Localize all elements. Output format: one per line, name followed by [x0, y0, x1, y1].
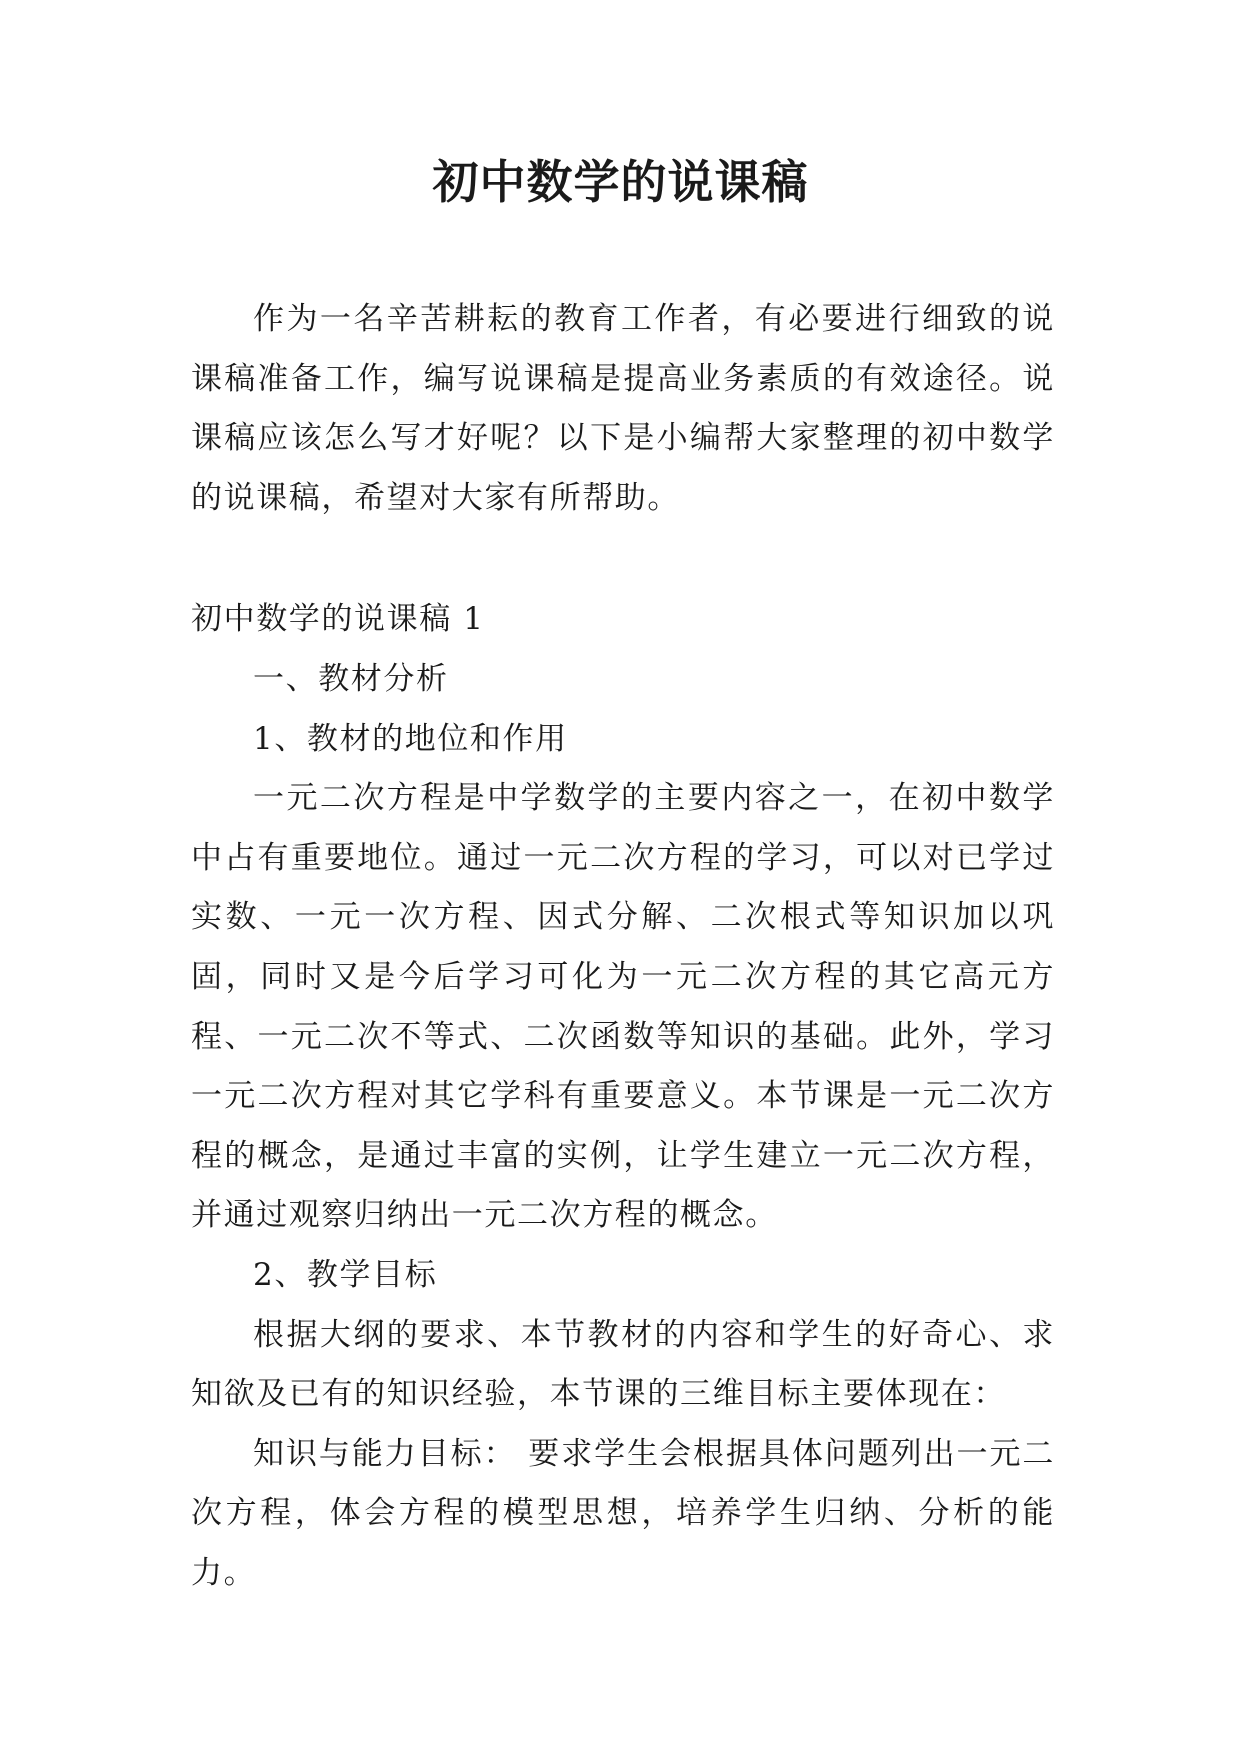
subheading-status-role: 1、教材的地位和作用 [253, 720, 568, 757]
body-paragraph: 知识与能力目标： 要求学生会根据具体问题列出一元二次方程，体会方程的模型思想，培养学生归纳、分析的能力。 [191, 1435, 1055, 1591]
document-body [191, 290, 1055, 1603]
body-paragraph: 根据大纲的要求、本节教材的内容和学生的好奇心、求知欲及已有的知识经验，本节课的三维目标主要体现在： [191, 1316, 1055, 1413]
document-title: 初中数学的说课稿 [432, 155, 809, 209]
paragraph-spacer [191, 528, 1055, 590]
body-paragraph: 一元二次方程是中学数学的主要内容之一，在初中数学中占有重要地位。通过一元二次方程的学习，可以对已学过实数、一元一次方程、因式分解、二次根式等知识加以巩固，同时又是今后学习可化为一元二次方程的其它高元方程、一元二次不等式、二次函数等知识的基础。此外，学习一元二次方程对其它学科有重要意义。本节课是一元二次方程的概念，是通过丰富的实例，让学生建立一元二次方程，并通过观察归纳出一元二次方程的概念。 [191, 780, 1055, 1234]
subheading-teaching-goals: 2、教学目标 [253, 1256, 438, 1293]
section-heading: 初中数学的说课稿 1 [191, 601, 485, 638]
heading-textbook-analysis: 一、教材分析 [253, 660, 449, 697]
intro-paragraph: 作为一名辛苦耕耘的教育工作者，有必要进行细致的说课稿准备工作，编写说课稿是提高业务素质的有效途径。说课稿应该怎么写才好呢？以下是小编帮大家整理的初中数学的说课稿，希望对大家有所帮助。 [191, 301, 1055, 516]
